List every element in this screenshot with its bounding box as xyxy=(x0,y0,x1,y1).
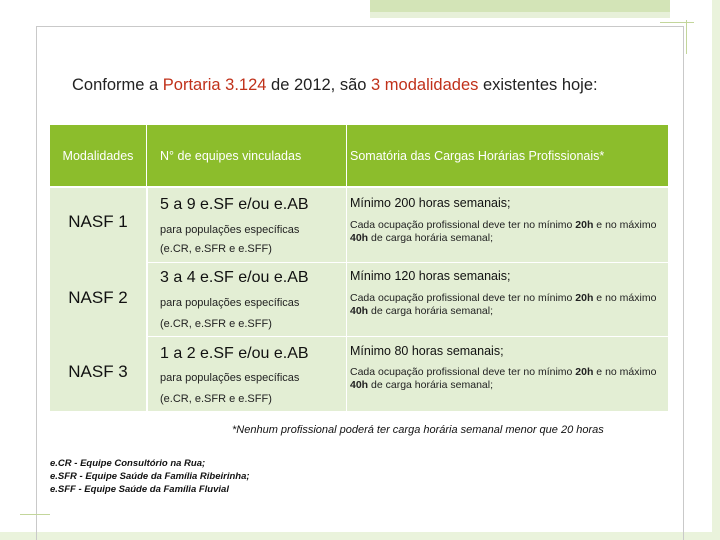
legend-item: e.SFR - Equipe Saúde da Família Ribeirinha; xyxy=(50,471,250,482)
page-heading: Conforme a Portaria 3.124 de 2012, são 3 modalidades existentes hoje: xyxy=(72,76,598,94)
row-nasf1-equipes: 5 a 9 e.SF e/ou e.AB xyxy=(160,196,309,213)
row-nasf2-equipes-sub: para populações específicas xyxy=(160,297,300,309)
heading-highlight-portaria: Portaria 3.124 xyxy=(162,76,267,94)
header-equipes: N° de equipes vinculadas xyxy=(160,148,302,163)
legend-item: e.CR - Equipe Consultório na Rua; xyxy=(50,458,206,469)
header-modalidades: Modalidades xyxy=(62,148,134,163)
decorative-corner-line xyxy=(686,20,687,54)
row-nasf1-equipes-sub: para populações específicas xyxy=(160,224,300,236)
row-nasf2-carga-desc: Cada ocupação profissional deve ter no mínimo 20h e no máximo 40h de carga horária semanal; xyxy=(350,292,657,317)
row-nasf1-carga-desc: Cada ocupação profissional deve ter no mínimo 20h e no máximo 40h de carga horária semanal; xyxy=(350,219,657,244)
header-separator xyxy=(346,125,347,186)
footnote: *Nenhum profissional poderá ter carga horária semanal menor que 20 horas xyxy=(232,424,604,436)
heading-highlight-modalidades: 3 modalidades xyxy=(371,76,479,94)
row-nasf2-modalidade: NASF 2 xyxy=(68,288,128,307)
row-nasf3-equipes-sub: para populações específicas xyxy=(160,372,300,384)
column-separator xyxy=(346,188,347,411)
decorative-corner-line xyxy=(660,22,694,23)
row-nasf1-modalidade: NASF 1 xyxy=(68,212,128,231)
header-cargas: Somatória das Cargas Horárias Profissionais* xyxy=(350,148,605,163)
row-nasf2-equipes-sub2: (e.CR, e.SFR e e.SFF) xyxy=(160,318,272,330)
decorative-green-bar-light xyxy=(370,12,670,18)
row-nasf2-carga-minima: Mínimo 120 horas semanais; xyxy=(350,269,511,283)
legend-item: e.SFF - Equipe Saúde da Família Fluvial xyxy=(50,484,229,495)
row-nasf1-carga-minima: Mínimo 200 horas semanais; xyxy=(350,196,511,210)
row-nasf3-equipes-sub2: (e.CR, e.SFR e e.SFF) xyxy=(160,393,272,405)
row-separator xyxy=(148,336,668,337)
decorative-green-bar xyxy=(370,0,670,12)
header-separator xyxy=(146,125,147,186)
row-separator xyxy=(148,262,668,263)
row-nasf3-equipes: 1 a 2 e.SF e/ou e.AB xyxy=(160,345,309,362)
row-nasf3-modalidade: NASF 3 xyxy=(68,362,128,381)
row-nasf3-carga-desc: Cada ocupação profissional deve ter no mínimo 20h e no máximo 40h de carga horária semanal; xyxy=(350,366,657,391)
decorative-corner-line xyxy=(20,514,50,515)
row-nasf2-equipes: 3 a 4 e.SF e/ou e.AB xyxy=(160,269,309,286)
legend xyxy=(50,457,250,496)
row-nasf1-equipes-sub2: (e.CR, e.SFR e e.SFF) xyxy=(160,243,272,255)
row-nasf3-carga-minima: Mínimo 80 horas semanais; xyxy=(350,344,504,358)
